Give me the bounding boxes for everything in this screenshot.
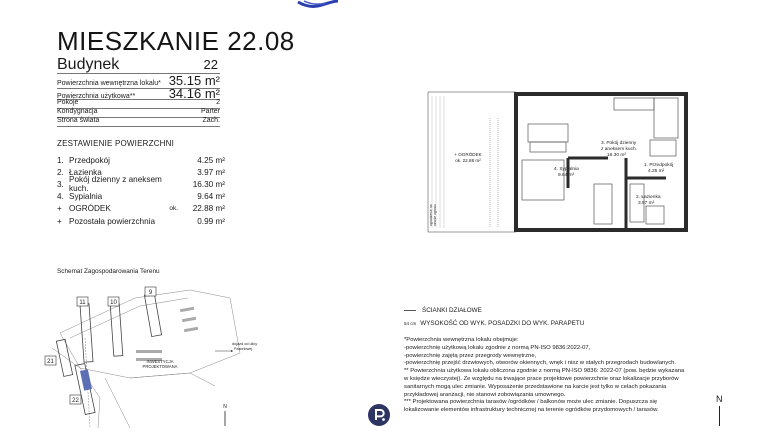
item-number: 3. [57, 179, 64, 189]
note-line: -powierzchnię użytkową lokalu zgodnie z normą PN-ISO 9836:2022-07, [404, 344, 591, 351]
item-value: 22.88 m² [192, 204, 225, 214]
north-label: N [716, 394, 723, 404]
building-number: 10 [110, 300, 117, 306]
north-label: N [223, 404, 227, 410]
room-area: 16.30 m² [607, 153, 626, 158]
info-value: Zach. [202, 117, 220, 124]
investment-label: INWESTYCJA [146, 359, 174, 364]
info-label: Kondygnacja [57, 108, 98, 115]
note-line: ** Powierzchnia użytkowa lokalu obliczona zgodnie z normą PN-ISO 9836: 2022-07 (pow. będzie wykazana [404, 368, 685, 375]
building-number: 11 [79, 300, 86, 306]
room-label: 4. Sypialnia [554, 167, 579, 172]
item-number: 4. [57, 192, 64, 202]
building-value: 22 [203, 57, 218, 72]
site-plan-map [40, 278, 290, 428]
item-label: Pozostała powierzchnia [69, 216, 156, 226]
item-label: Sypialnia [69, 192, 103, 202]
info-value: 34.16 m² [168, 86, 220, 101]
info-label: Strona świata [57, 117, 100, 124]
building-label: Budynek [57, 56, 120, 73]
list-item [57, 215, 225, 227]
item-value: 3.97 m² [197, 167, 225, 177]
item-number: 1. [57, 155, 64, 165]
road-label: dojazd od ulicy [232, 342, 258, 346]
room-area: 3.97 m² [638, 201, 655, 206]
room-label: z aneksem kuch. [601, 147, 637, 152]
building-number: 21 [47, 359, 54, 365]
side-note: stronie ogrodu [433, 204, 437, 226]
item-prefix: ok. [169, 205, 178, 213]
list-item [57, 191, 225, 203]
info-label: Powierzchnia użytkowa** [57, 93, 136, 100]
info-row-rooms [57, 99, 220, 106]
item-number: + [57, 216, 62, 226]
floor-plan [418, 88, 688, 236]
item-label: Przedpokój [69, 155, 110, 165]
info-row-floor [57, 108, 220, 115]
building-number: 9 [148, 290, 153, 296]
item-number: + [57, 204, 62, 214]
garden-area: ok. 22.88 m² [455, 158, 481, 163]
note-line: -powierzchnię zajętą przez przegrody wewnętrzne, [404, 352, 537, 359]
brush-stroke-decoration [296, 0, 340, 10]
highlighted-building [80, 369, 92, 390]
item-label: OGRÓDEK [69, 204, 111, 214]
info-label: Powierzchnia wewnętrzna lokalu* [57, 80, 161, 87]
note-line: -powierzchnię przejść drzwiowych, otworów okiennych, wnęk i nisz w stałych przegrodach budowlanych. [404, 360, 677, 367]
list-item [57, 154, 225, 166]
apartment-walls [516, 94, 686, 230]
item-number: 2. [57, 167, 64, 177]
page-title: MIESZKANIE 22.08 [57, 26, 295, 56]
divider [57, 126, 220, 127]
room-area: 4.25 m² [648, 169, 665, 174]
building-number: 22 [72, 398, 79, 404]
north-arrow-icon [719, 406, 720, 426]
legend-text: ŚCIANKI DZIAŁOWE [422, 307, 482, 314]
info-label: Pokoje [57, 99, 79, 106]
note-line: *** Projektowana powierzchnia tarasów /ogródków / balkonów może ulec zmianie. Dopuszcza się [404, 399, 658, 406]
brand-logo [368, 404, 390, 426]
investment-label: PROJEKTOWANA [142, 364, 178, 369]
item-value: 4.25 m² [197, 155, 225, 165]
side-note: ogrodzenie na [429, 204, 433, 226]
footnotes [404, 337, 734, 415]
legend-text: WYSOKOŚĆ OD WYK. POSADZKI DO WYK. PARAPETU [420, 320, 585, 327]
note-line: przykładowej aranżacji, nie stanowi zobowiązania umownego. [404, 391, 566, 398]
item-label: Pokój dzienny z aneksem kuch. [69, 175, 162, 194]
item-value: 0.99 m² [197, 216, 225, 226]
legend-item [404, 307, 482, 314]
info-value: 2 [216, 99, 220, 106]
info-row-orientation [57, 117, 220, 124]
logo-icon [368, 404, 390, 426]
legend-line-icon [404, 310, 416, 311]
item-value: 16.30 m² [192, 179, 225, 189]
item-value: 9.64 m² [197, 192, 225, 202]
road-label: Pastelowej [234, 347, 253, 351]
list-item [57, 175, 225, 194]
area-summary-heading: ZESTAWIENIE POWIERZCHNI [57, 139, 175, 148]
room-area: 9.64 m² [558, 173, 575, 178]
garden-label: + OGRÓDEK [454, 152, 482, 157]
legend-item [404, 320, 584, 327]
note-line: *Powierzchnia wewnętrzna lokalu obejmuje: [404, 337, 519, 343]
note-line: w księdze wieczystej). Ze względu na trwające prace projektowe powierzchnie oraz lokalizacje przyborów [404, 375, 679, 382]
room-label: 2. Łazienka [636, 195, 661, 200]
item-label: Łazienka [69, 167, 102, 177]
room-label: 3. Pokój dzienny [601, 141, 637, 146]
area-summary-list [57, 154, 225, 227]
room-label: 1. Przedpokój [644, 163, 674, 168]
info-value: Parter [200, 108, 220, 115]
list-item [57, 203, 225, 215]
note-line: lokalizowanie elementów infrastruktury technicznej na terenie ogródków przydomowych / tarasów. [404, 407, 659, 414]
site-plan-title: Schemat Zagospodarowania Terenu [57, 268, 160, 275]
legend-symbol: 54 cm [404, 321, 417, 326]
info-value: 35.15 m² [168, 73, 220, 88]
note-line: sanitarnych mogą ulec zmianie. Wyposażenie przedstawione na karcie jest tylko w celach pokazania [404, 383, 667, 390]
